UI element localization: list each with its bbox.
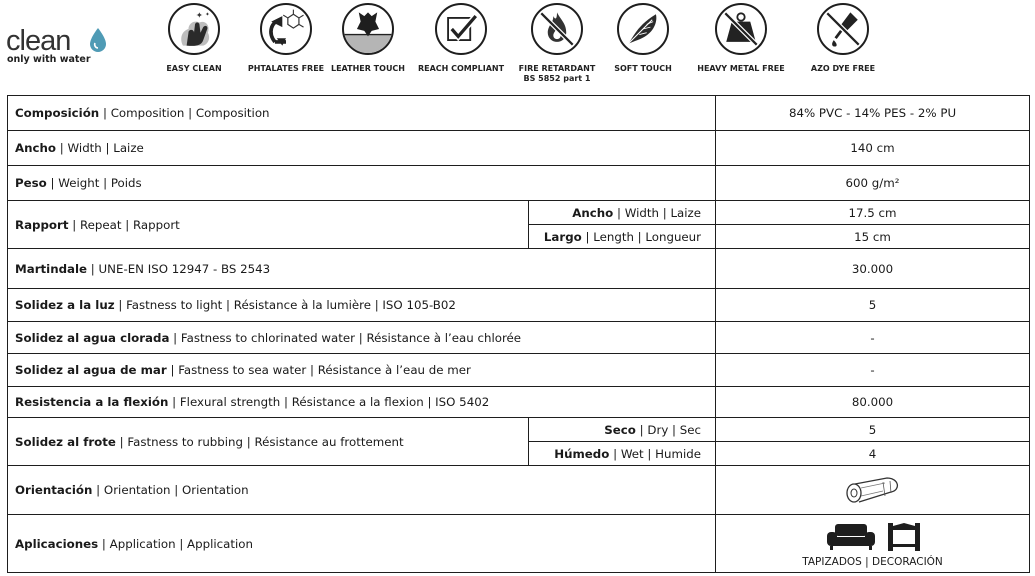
- feature-soft-touch: SOFT TOUCH: [595, 3, 691, 74]
- table-row: [8, 354, 1030, 387]
- repeat-length-value: 15 cm: [716, 225, 1030, 249]
- reach-compliant-icon: [437, 5, 485, 53]
- chlorinated-water-label: Solidez al agua clorada | Fastness to chlorinated water | Résistance à l’eau chlorée: [8, 322, 716, 354]
- feature-reach-compliant: REACH COMPLIANT: [413, 3, 509, 74]
- repeat-width-label: Ancho | Width | Laize: [529, 201, 716, 225]
- feature-azo-dye-free: AZO DYE FREE: [795, 3, 891, 74]
- fire-retardant-icon: [533, 5, 581, 53]
- orientation-value: [716, 466, 1030, 515]
- heavy-metal-free-icon: [717, 5, 765, 53]
- repeat-length-label: Largo | Length | Longueur: [529, 225, 716, 249]
- feature-fire-retardant: FIRE RETARDANT BS 5852 part 1: [509, 3, 605, 84]
- applications-label: Aplicaciones | Application | Application: [8, 515, 716, 573]
- clean-logo: [6, 24, 106, 68]
- table-row: [8, 166, 1030, 201]
- fabric-roll-icon: [843, 474, 903, 506]
- headboard-icon: [887, 522, 921, 552]
- table-row: [8, 249, 1030, 289]
- applications-value: [716, 515, 1030, 573]
- table-row: [8, 96, 1030, 131]
- feature-leather-touch: LEATHER TOUCH: [320, 3, 416, 74]
- feature-phthalates-free: PHTALATES FREE: [238, 3, 334, 74]
- flexural-strength-value: 80.000: [716, 387, 1030, 418]
- sofa-icon: [825, 522, 877, 550]
- sea-water-value: -: [716, 354, 1030, 387]
- sea-water-label: Solidez al agua de mar | Fastness to sea water | Résistance à l’eau de mer: [8, 354, 716, 387]
- phthalates-free-icon: [262, 5, 310, 53]
- logo-wordmark: clean: [6, 25, 71, 57]
- svg-text:✦: ✦: [205, 12, 210, 19]
- flexural-strength-label: Resistencia a la flexión | Flexural strength | Résistance a la flexion | ISO 5402: [8, 387, 716, 418]
- chlorinated-water-value: -: [716, 322, 1030, 354]
- light-fastness-label: Solidez a la luz | Fastness to light | Résistance à la lumière | ISO 105-B02: [8, 289, 716, 322]
- table-row: [8, 466, 1030, 515]
- martindale-value: 30.000: [716, 249, 1030, 289]
- logo-tagline: only with water: [7, 54, 91, 65]
- composition-value: 84% PVC - 14% PES - 2% PU: [716, 96, 1030, 131]
- rubbing-dry-label: Seco | Dry | Sec: [529, 418, 716, 442]
- width-label: Ancho | Width | Laize: [8, 131, 716, 166]
- table-row: [8, 201, 1030, 225]
- leather-touch-icon: [344, 5, 392, 53]
- repeat-width-value: 17.5 cm: [716, 201, 1030, 225]
- rubbing-wet-value: 4: [716, 442, 1030, 466]
- azo-dye-free-icon: [819, 5, 867, 53]
- table-row: [8, 322, 1030, 354]
- weight-label: Peso | Weight | Poids: [8, 166, 716, 201]
- composition-label: Composición | Composition | Composition: [8, 96, 716, 131]
- rubbing-label: Solidez al frote | Fastness to rubbing | Résistance au frottement: [8, 418, 529, 466]
- feature-heavy-metal-free: HEAVY METAL FREE: [693, 3, 789, 74]
- rubbing-wet-label: Húmedo | Wet | Humide: [529, 442, 716, 466]
- table-row: [8, 418, 1030, 442]
- table-row: [8, 131, 1030, 166]
- water-drop-icon: [88, 27, 108, 53]
- svg-text:✦: ✦: [195, 9, 203, 20]
- applications-caption: TAPIZADOS | DECORACIÓN: [802, 556, 943, 568]
- width-value: 140 cm: [716, 131, 1030, 166]
- specifications-table: [7, 95, 1030, 573]
- table-row: [8, 387, 1030, 418]
- table-row: [8, 515, 1030, 573]
- repeat-label: Rapport | Repeat | Rapport: [8, 201, 529, 249]
- rubbing-dry-value: 5: [716, 418, 1030, 442]
- table-row: [8, 289, 1030, 322]
- soft-touch-icon: [619, 5, 667, 53]
- orientation-label: Orientación | Orientation | Orientation: [8, 466, 716, 515]
- easy-clean-icon: [170, 5, 218, 53]
- feature-easy-clean: ✦ ✦ EASY CLEAN: [146, 3, 242, 74]
- light-fastness-value: 5: [716, 289, 1030, 322]
- weight-value: 600 g/m²: [716, 166, 1030, 201]
- martindale-label: Martindale | UNE-EN ISO 12947 - BS 2543: [8, 249, 716, 289]
